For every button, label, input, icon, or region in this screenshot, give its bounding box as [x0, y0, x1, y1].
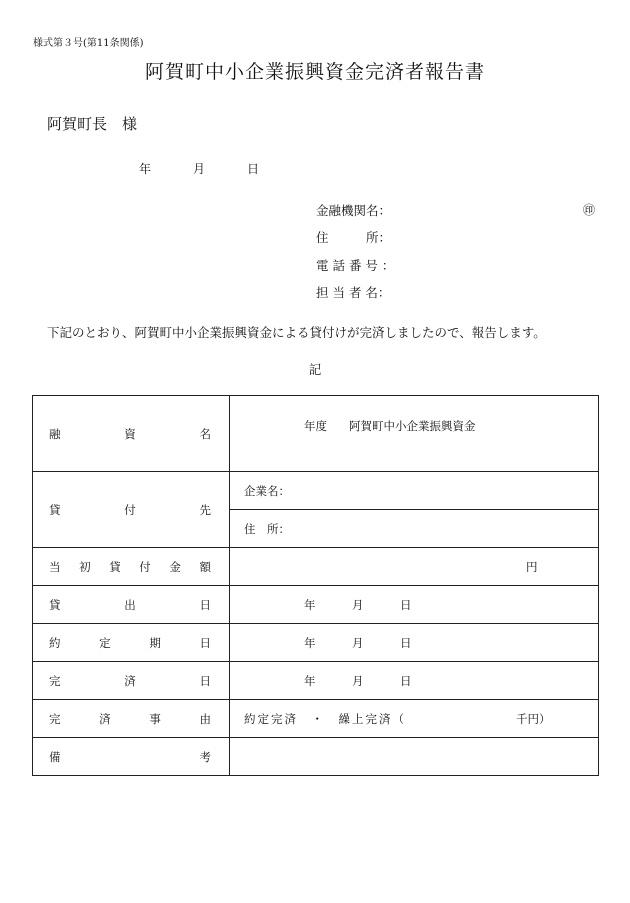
row-completion-date [33, 662, 599, 700]
completion-date-field[interactable]: 年 月 日 [230, 662, 599, 700]
form-number: 様式第３号(第11条関係) [33, 38, 144, 49]
reason-options: 約定完済 ・ 繰上完済（ [244, 711, 406, 726]
borrower-address-field[interactable]: 住 所： [230, 510, 599, 548]
date-day: 日 [247, 162, 260, 176]
row-remarks [33, 738, 599, 776]
document-title: 阿賀町中小企業振興資金完済者報告書 [144, 61, 485, 83]
row-loan-name [33, 396, 599, 472]
completion-date-label: 完 済 日 [33, 662, 230, 700]
completion-reason-label: 完 済 事 由 [33, 700, 230, 738]
row-completion-reason [33, 700, 599, 738]
date-year: 年 [139, 162, 152, 176]
address-label: 住 所： [316, 230, 392, 245]
borrower-company-field[interactable]: 企業名： [230, 472, 599, 510]
report-table [32, 395, 599, 776]
loan-name-value[interactable] [230, 396, 599, 472]
body-text: 下記のとおり、阿賀町中小企業振興資金による貸付けが完済しましたので、報告します。 [47, 325, 546, 340]
initial-amount-label: 当 初 貸 付 金 額 [33, 548, 230, 586]
remarks-label: 備 考 [33, 738, 230, 776]
borrower-label: 貸 付 先 [33, 472, 230, 548]
addressee: 阿賀町長 様 [47, 115, 138, 133]
due-date-field[interactable]: 年 月 日 [230, 624, 599, 662]
fiscal-year-text: 年度 [304, 419, 327, 433]
seal-mark: ㊞ [583, 203, 596, 217]
completion-reason-field[interactable] [230, 700, 599, 738]
institution-label: 金融機関名： [316, 203, 392, 218]
row-borrower-company [33, 472, 599, 510]
row-initial-amount [33, 548, 599, 586]
ki-heading: 記 [308, 362, 322, 377]
loan-name-label: 融 資 名 [33, 396, 230, 472]
disbursement-date-label: 貸 出 日 [33, 586, 230, 624]
row-due-date [33, 624, 599, 662]
date-month: 月 [193, 162, 206, 176]
disbursement-date-field[interactable]: 年 月 日 [230, 586, 599, 624]
phone-label: 電 話 番 号 ： [316, 258, 395, 273]
person-label: 担 当 者 名： [316, 285, 391, 300]
fund-name-text: 阿賀町中小企業振興資金 [349, 419, 476, 433]
row-disbursement-date [33, 586, 599, 624]
remarks-field[interactable] [230, 738, 599, 776]
due-date-label: 約 定 期 日 [33, 624, 230, 662]
initial-amount-field[interactable]: 円 [230, 548, 599, 586]
reason-unit: 千円） [516, 711, 551, 726]
